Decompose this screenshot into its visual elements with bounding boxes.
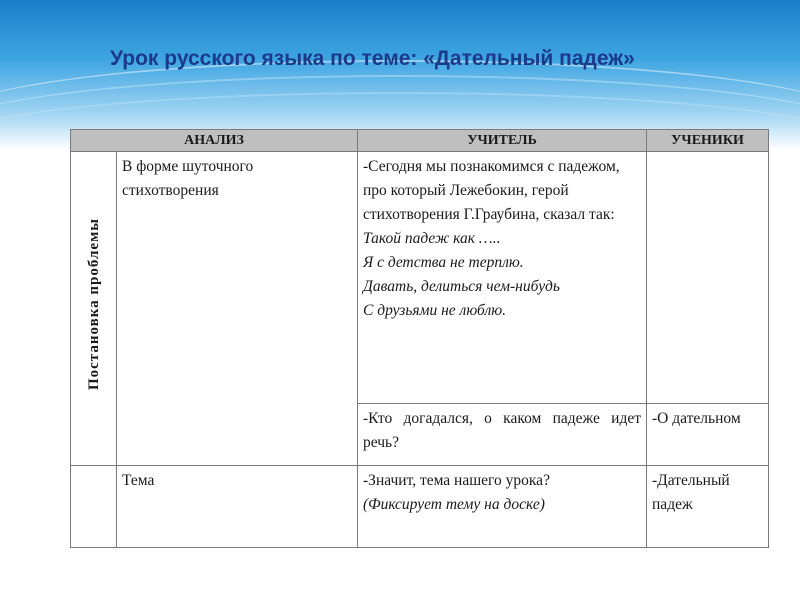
header-analysis: АНАЛИЗ <box>71 130 358 152</box>
header-teacher: УЧИТЕЛЬ <box>358 130 647 152</box>
table-row <box>71 152 769 404</box>
teacher-note: (Фиксирует тему на доске) <box>363 496 545 513</box>
students-cell: -О дательном <box>647 404 769 466</box>
poem-line: Такой падеж как ….. <box>363 230 501 247</box>
teacher-cell: -Кто догадался, о каком падеже идет речь? <box>358 404 647 466</box>
teacher-cell <box>358 466 647 548</box>
side-label-cell <box>71 152 117 466</box>
students-cell <box>647 152 769 404</box>
header-students: УЧЕНИКИ <box>647 130 769 152</box>
lesson-table <box>70 129 769 548</box>
analysis-cell: Тема <box>117 466 358 548</box>
analysis-cell: В форме шуточного стихотворения <box>117 152 358 466</box>
header-background <box>0 0 800 150</box>
empty-side-cell <box>71 466 117 548</box>
table-row <box>71 466 769 548</box>
poem-line: С друзьями не люблю. <box>363 302 507 319</box>
poem-line: Я с детства не терплю. <box>363 254 524 271</box>
teacher-cell <box>358 152 647 404</box>
students-cell: -Дательный падеж <box>647 466 769 548</box>
slide-title: Урок русского языка по теме: «Дательный падеж» <box>110 47 635 70</box>
teacher-line: -Сегодня мы познакомимся с падежом, про который Лежебокин, герой стихотворения Г.Граубина, сказал так: <box>363 158 620 223</box>
poem-line: Давать, делиться чем-нибудь <box>363 278 560 295</box>
side-label: Постановка проблемы <box>85 218 102 391</box>
teacher-line: -Значит, тема нашего урока? <box>363 472 550 489</box>
table-header-row <box>71 130 769 152</box>
